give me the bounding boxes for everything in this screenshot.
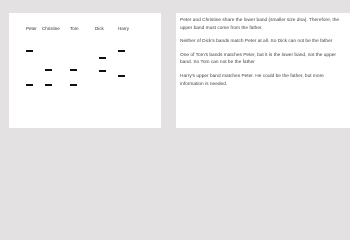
- explanation-panel: [176, 13, 350, 128]
- band-peter-upper: [26, 50, 33, 52]
- gel-panel: [9, 13, 161, 128]
- band-dick-upper-b: [99, 70, 106, 72]
- explanation-paragraph: Neither of Dick's bands match Peter at all. So Dick can not be the father: [180, 39, 333, 45]
- band-harry-upper: [118, 50, 125, 52]
- band-peter-lower: [26, 84, 33, 86]
- explanation-paragraph: One of Tom's bands matches Peter, but it is the lower band, not the upper band. So Tom can not be the father: [180, 52, 337, 66]
- explanation-paragraph: Harry's upper band matches Peter. He could be the father, but more information is needed.: [180, 73, 324, 87]
- band-christine-middle: [45, 69, 52, 71]
- band-harry-middle: [118, 75, 125, 77]
- band-tom-lower: [70, 84, 77, 86]
- explanation-paragraph: Peter and Christine share the lower band (smaller size dna). Therefore, the upper band must come from the father.: [180, 18, 340, 31]
- band-tom-middle: [70, 69, 77, 71]
- lane-label-harry: Harry: [118, 26, 129, 31]
- lane-label-peter: Peter: [26, 26, 37, 31]
- lane-label-tom: Tom: [70, 26, 79, 31]
- lane-label-christine: Christine: [42, 26, 60, 31]
- lane-label-dick: Dick: [95, 26, 104, 31]
- band-dick-upper-a: [99, 57, 106, 59]
- band-christine-lower: [45, 84, 52, 86]
